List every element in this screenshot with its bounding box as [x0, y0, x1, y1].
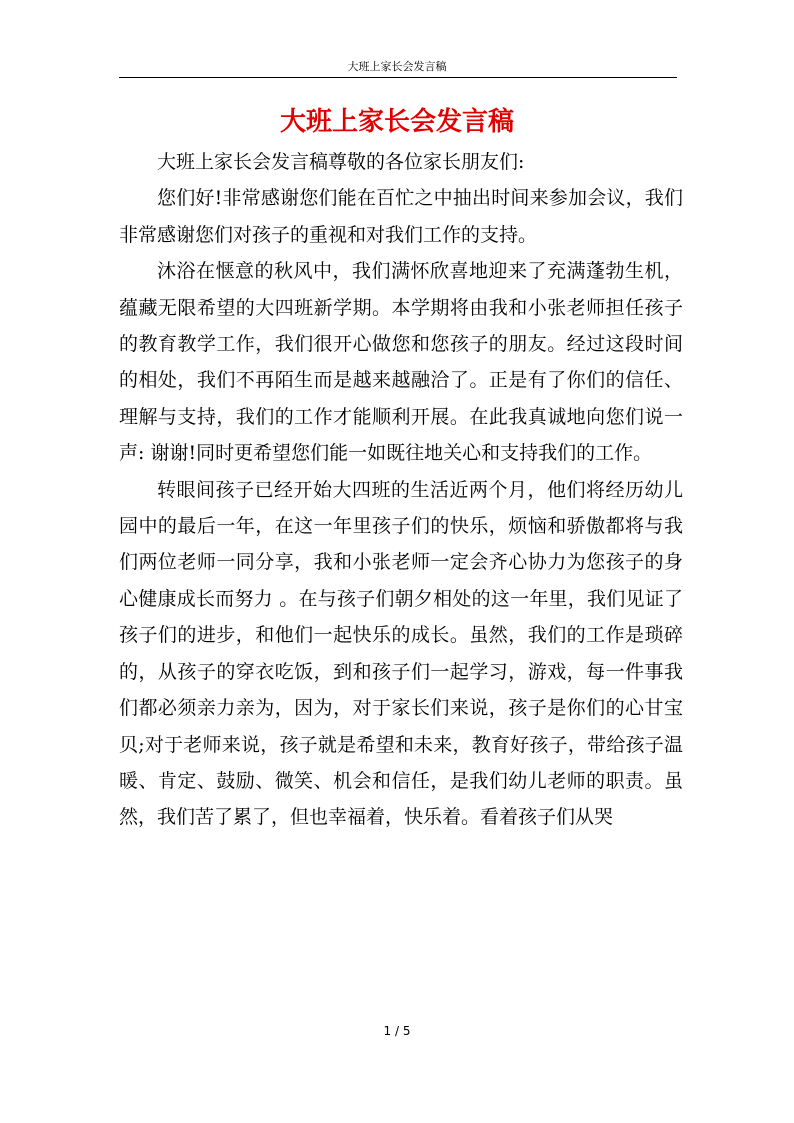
paragraph: 您们好!非常感谢您们能在百忙之中抽出时间来参加会议，我们非常感谢您们对孩子的重视和对我们工作的支持。 [119, 187, 683, 246]
paragraph-salutation: 大班上家长会发言稿尊敬的各位家长朋友们: [157, 151, 525, 173]
page-number: 1 / 5 [383, 1024, 411, 1038]
document-title: 大班上家长会发言稿 [279, 107, 514, 137]
paragraph: 转眼间孩子已经开始大四班的生活近两个月，他们将经历幼儿园中的最后一年，在这一年里孩子们的快乐，烦恼和骄傲都将与我们两位老师一同分享，我和小张老师一定会齐心协力为您孩子的身心健康成长而努力 。在与孩子们朝夕相处的这一年里，我们见证了孩子们的进步，和他们一起快乐的成长。虽然，我们的工作是琐碎的，从孩子的穿衣吃饭，到和孩子们一起学习，游戏，每一件事我们都必须亲力亲为，因为，对于家长们来说，孩子是你们的心甘宝贝;对于老师来说，孩子就是希望和未来，教育好孩子，带给孩子温暖、肯定、鼓励、微笑、机会和信任，是我们幼儿老师的职责。虽然，我们苦了累了，但也幸福着，快乐着。看着孩子们从哭 [119, 478, 683, 829]
document-body [119, 144, 683, 836]
paragraph: 沐浴在惬意的秋风中，我们满怀欣喜地迎来了充满蓬勃生机，蕴藏无限希望的大四班新学期。本学期将由我和小张老师担任孩子的教育教学工作，我们很开心做您和您孩子的朋友。经过这段时间的相处，我们不再陌生而是越来越融洽了。正是有了你们的信任、理解与支持，我们的工作才能顺利开展。在此我真诚地向您们说一声: 谢谢!同时更希望您们能一如既往地关心和支持我们的工作。 [119, 260, 683, 465]
header-divider [119, 77, 677, 78]
running-header: 大班上家长会发言稿 [347, 60, 447, 73]
